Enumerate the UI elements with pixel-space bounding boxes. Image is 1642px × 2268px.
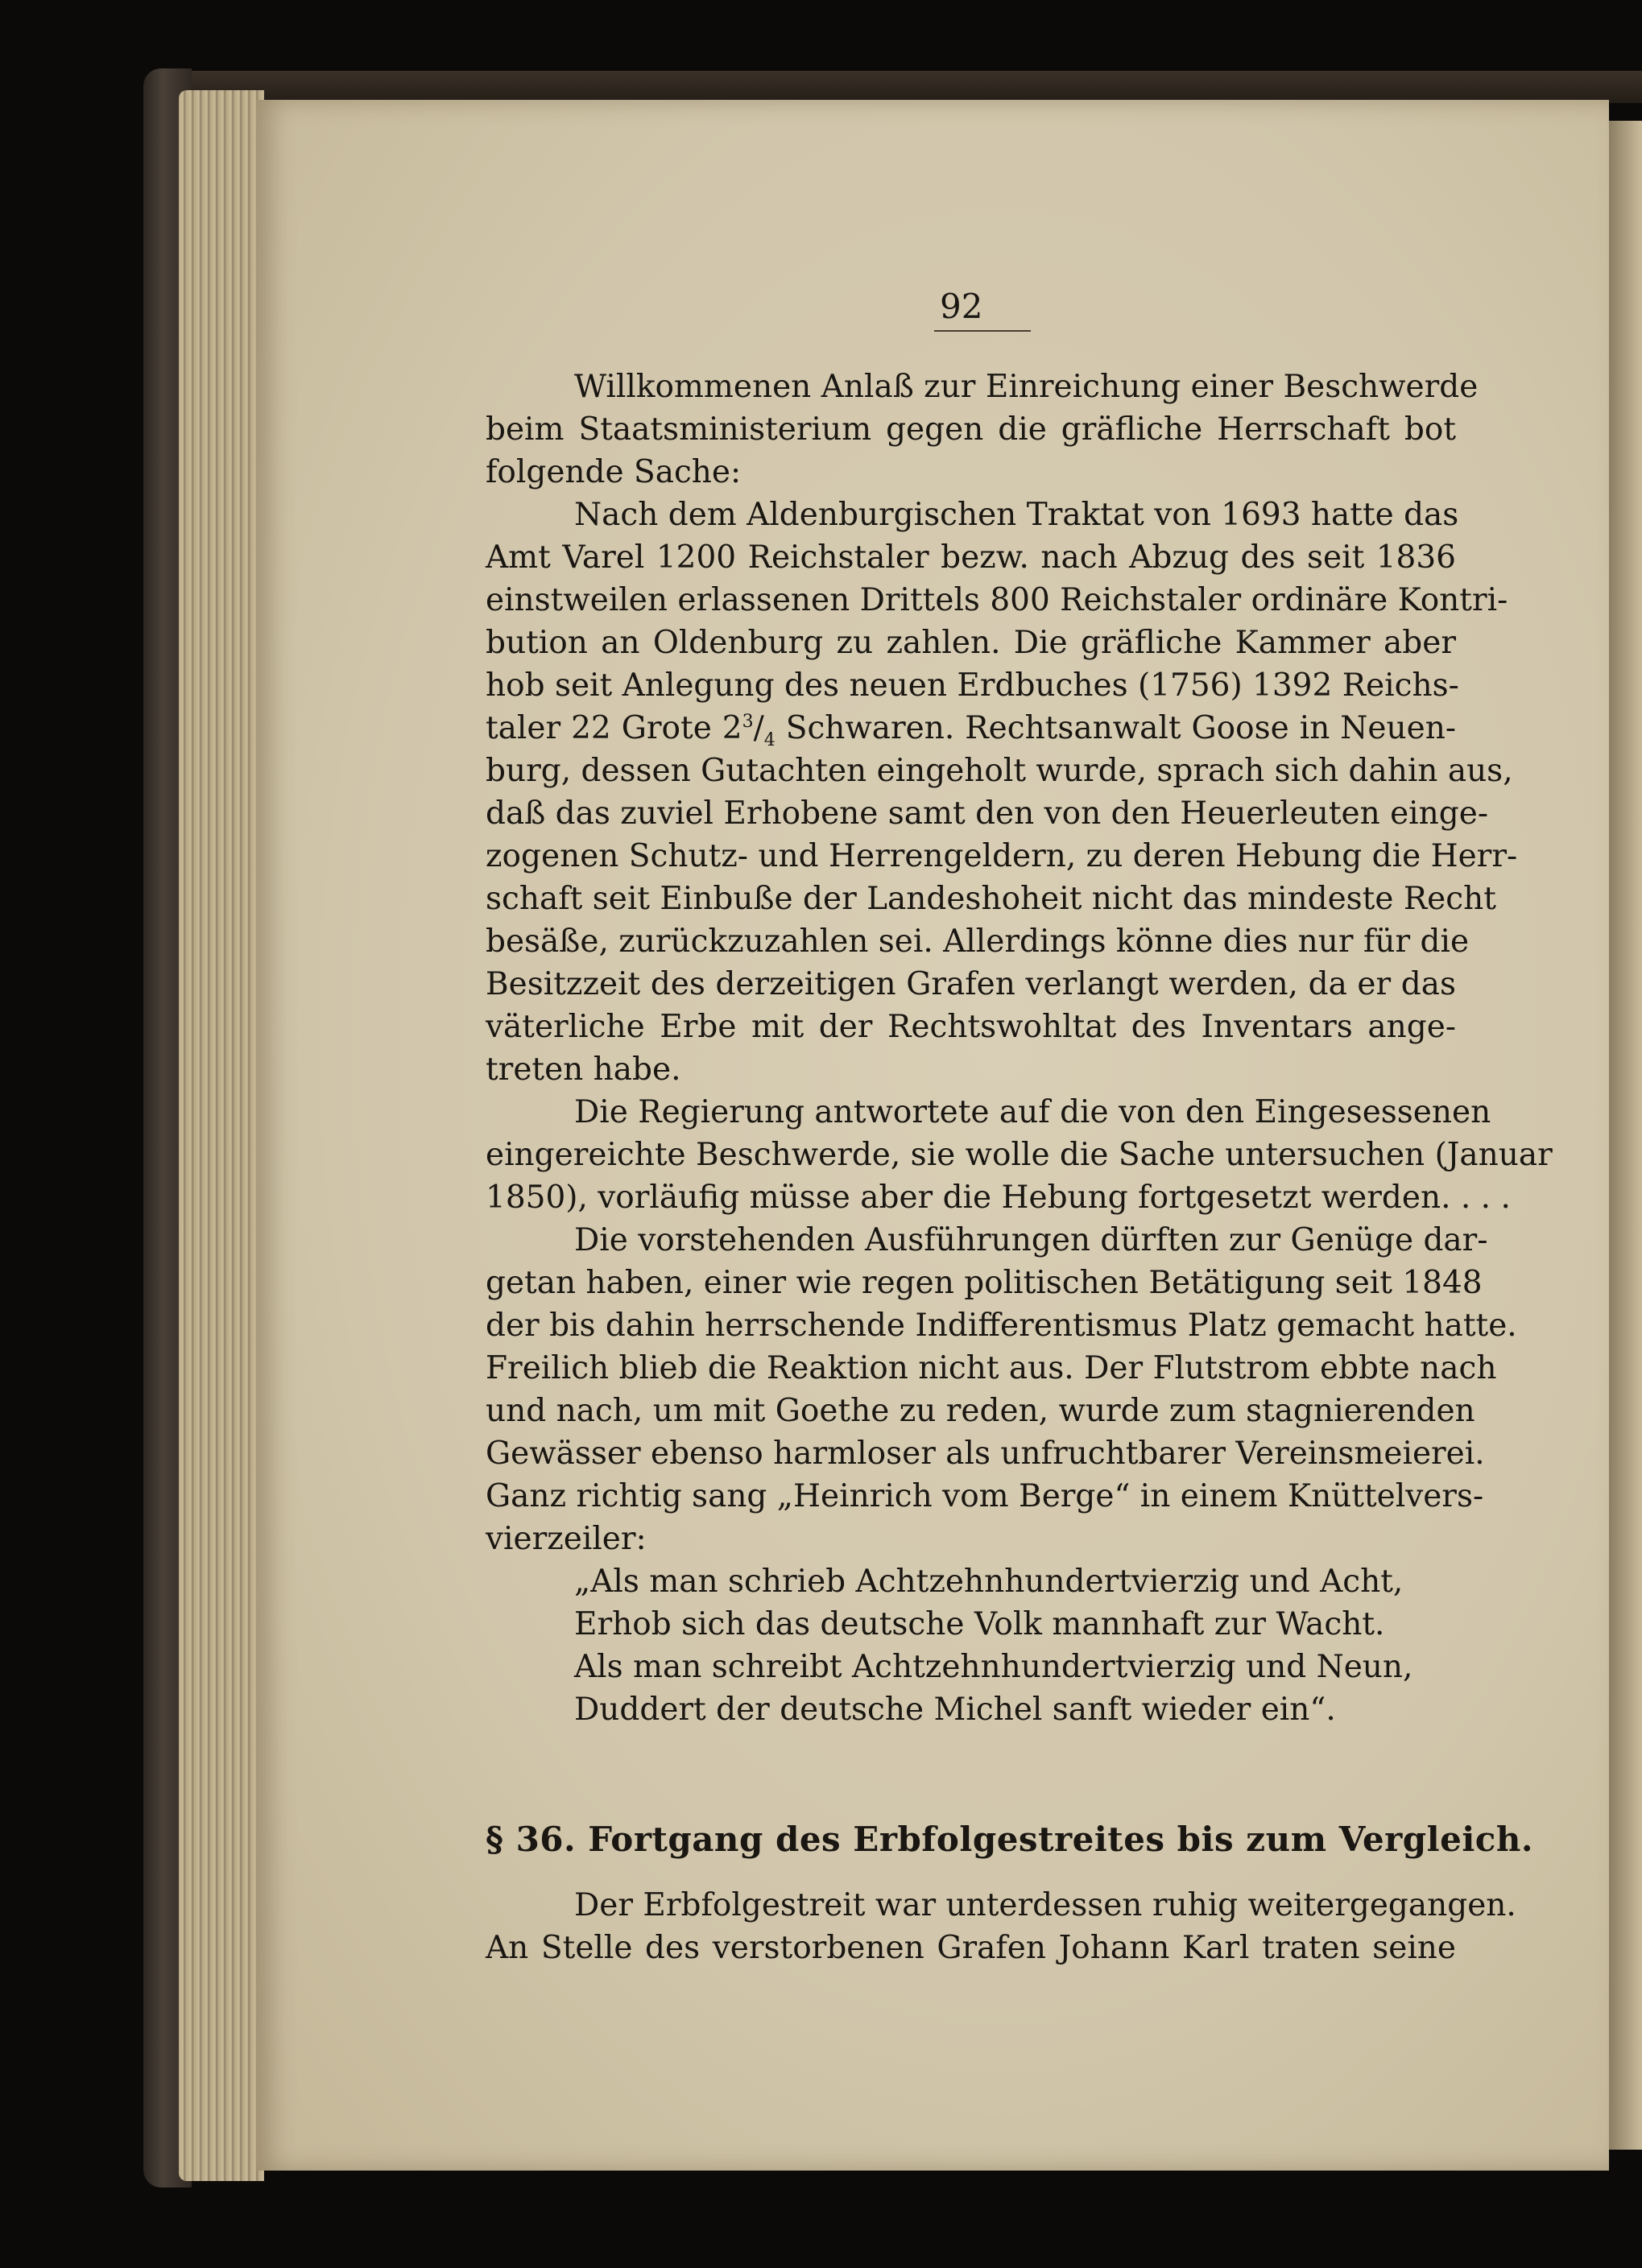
text-line-fraction: taler 22 Grote $2^3/_4$ Schwaren. Rechtsanwalt Goose in Neuen- (486, 710, 1457, 750)
page-number-rule (934, 330, 1031, 332)
verse-line: „Als man schrieb Achtzehnhundertvierzig und Acht, (574, 1564, 1404, 1600)
verse-line: Duddert der deutsche Michel sanft wieder ein“. (574, 1692, 1336, 1728)
text-line: Nach dem Aldenburgischen Traktat von 1693 hatte das (574, 497, 1459, 533)
text-line: bution an Oldenburg zu zahlen. Die gräfliche Kammer aber (486, 625, 1456, 661)
text-line: burg, dessen Gutachten eingeholt wurde, sprach sich dahin aus, (486, 753, 1513, 789)
text-line: schaft seit Einbuße der Landeshoheit nicht das mindeste Recht (486, 881, 1496, 917)
text-line: zogenen Schutz- und Herrengeldern, zu deren Hebung die Herr- (486, 838, 1518, 874)
page-number: 92 (940, 287, 983, 326)
text-line: Gewässer ebenso harmloser als unfruchtbarer Vereinsmeierei. (486, 1436, 1485, 1472)
text-line: einstweilen erlassenen Drittels 800 Reichstaler ordinäre Kontri- (486, 582, 1508, 618)
text-line: 1850), vorläufig müsse aber die Hebung fortgesetzt werden. . . . (486, 1179, 1511, 1216)
text-line: Besitzzeit des derzeitigen Grafen verlangt werden, da er das (486, 966, 1456, 1002)
verse-line: Als man schreibt Achtzehnhundertvierzig und Neun, (574, 1649, 1413, 1685)
text-line: und nach, um mit Goethe zu reden, wurde zum stagnierenden (486, 1393, 1475, 1429)
text-line: Willkommenen Anlaß zur Einreichung einer Beschwerde (574, 369, 1479, 405)
page-edges (179, 90, 264, 2181)
text-line: treten habe. (486, 1051, 681, 1088)
text-line: Der Erbfolgestreit war unterdessen ruhig weitergegangen. (574, 1887, 1516, 1923)
book-cover-top (165, 71, 1642, 103)
text-line: hob seit Anlegung des neuen Erdbuches (1756) 1392 Reichs- (486, 667, 1459, 704)
text-line: getan haben, einer wie regen politischen Betätigung seit 1848 (486, 1265, 1483, 1301)
text-line: daß das zuviel Erhobene samt den von den Heuerleuten einge- (486, 795, 1488, 832)
text-line: Freilich blieb die Reaktion nicht aus. Der Flutstrom ebbte nach (486, 1350, 1497, 1386)
text-line: Die Regierung antwortete auf die von den Eingesessenen (574, 1094, 1491, 1130)
text-line: Die vorstehenden Ausführungen dürften zur Genüge dar- (574, 1222, 1488, 1258)
verse-line: Erhob sich das deutsche Volk mannhaft zur Wacht. (574, 1606, 1385, 1642)
text-line: väterliche Erbe mit der Rechtswohltat des Inventars ange- (486, 1009, 1456, 1045)
fraction-numerator: 3 (742, 712, 754, 732)
text-line: An Stelle des verstorbenen Grafen Johann Karl traten seine (486, 1930, 1456, 1966)
text-line: besäße, zurückzuzahlen sei. Allerdings könne dies nur für die (486, 923, 1470, 960)
section-heading: § 36. Fortgang des Erbfolgestreites bis zum Vergleich. (486, 1820, 1534, 1859)
text-line: vierzeiler: (486, 1521, 647, 1557)
text-fragment: Schwaren. Rechtsanwalt Goose in Neuen- (775, 710, 1457, 746)
text-fragment: taler 22 Grote 2 (486, 710, 742, 746)
text-line: beim Staatsministerium gegen die gräfliche Herrschaft bot (486, 411, 1456, 448)
text-line: folgende Sache: (486, 454, 742, 490)
fraction-denominator: 4 (763, 729, 776, 750)
text-line: Ganz richtig sang „Heinrich vom Berge“ in einem Knüttelvers- (486, 1478, 1484, 1514)
text-line: eingereichte Beschwerde, sie wolle die Sache untersuchen (Januar (486, 1137, 1553, 1173)
facing-page-edge (1609, 121, 1642, 2150)
text-line: der bis dahin herrschende Indifferentismus Platz gemacht hatte. (486, 1308, 1517, 1344)
text-line: Amt Varel 1200 Reichstaler bezw. nach Abzug des seit 1836 (486, 539, 1456, 576)
